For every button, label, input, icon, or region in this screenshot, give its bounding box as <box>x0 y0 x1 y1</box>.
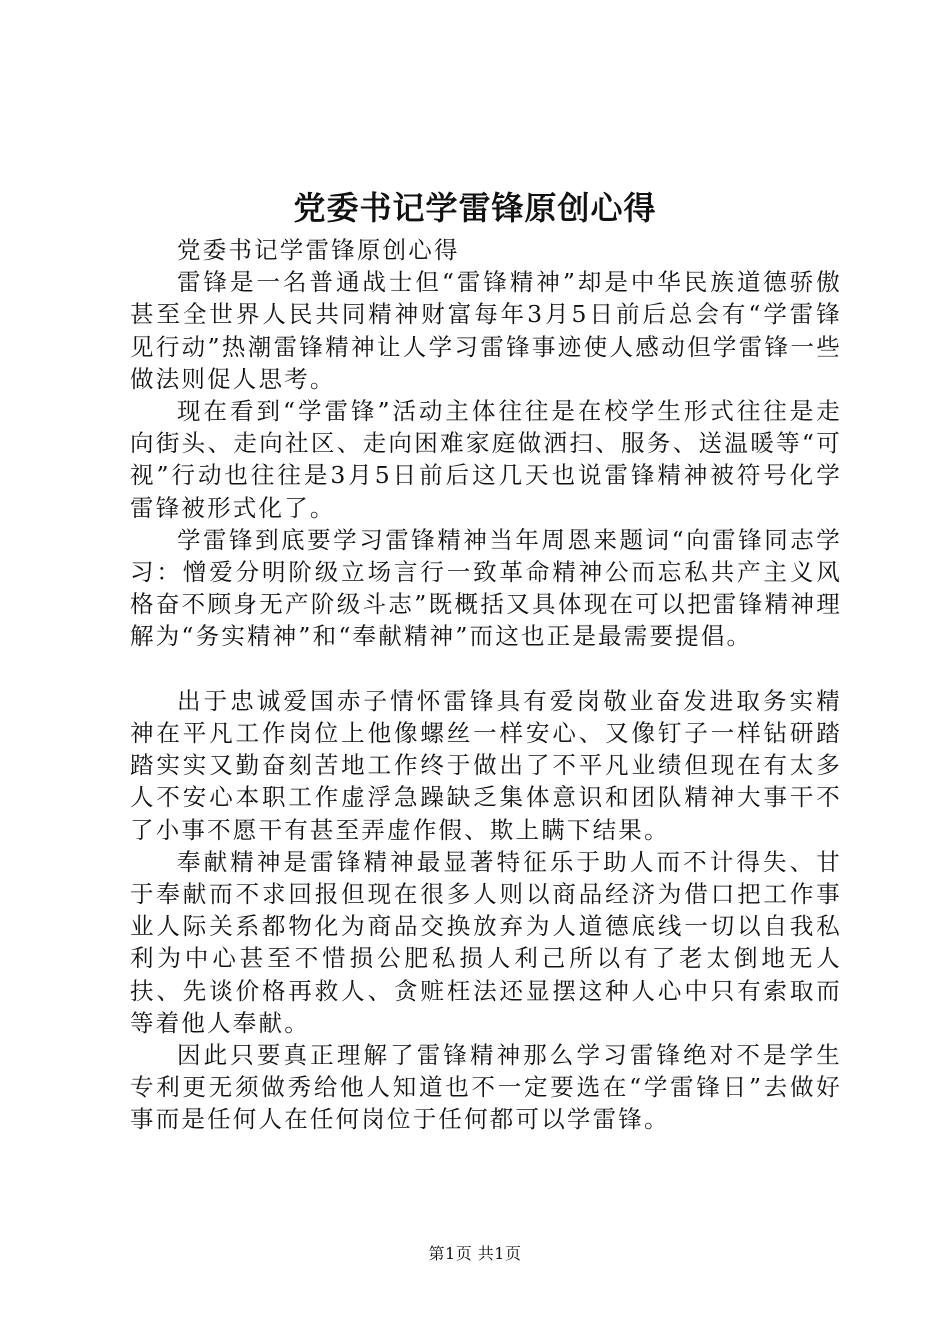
document-body <box>130 234 842 1136</box>
paragraph-subtitle: 党委书记学雷锋原创心得 <box>177 236 460 264</box>
paragraph-1: 雷锋是一名普通战士但“雷锋精神”却是中华民族道德骄傲甚至全世界人民共同精神财富每年3月5日前后总会有“学雷锋见行动”热潮雷锋精神让人学习雷锋事迹使人感动但学雷锋一些做法则促人思考。 <box>130 268 842 393</box>
page-number-footer: 第1页 共1页 <box>428 1244 522 1263</box>
paragraph-2: 现在看到“学雷锋”活动主体往往是在校学生形式往往是走向街头、走向社区、走向困难家庭做洒扫、服务、送温暖等“可视”行动也往往是3月5日前后这几天也说雷锋精神被符号化学雷锋被形式化了。 <box>130 397 842 522</box>
document-title: 党委书记学雷锋原创心得 <box>293 189 657 227</box>
paragraph-6: 因此只要真正理解了雷锋精神那么学习雷锋绝对不是学生专利更无须做秀给他人知道也不一定要选在“学雷锋日”去做好事而是任何人在任何岗位于任何都可以学雷锋。 <box>130 1041 842 1134</box>
paragraph-3: 学雷锋到底要学习雷锋精神当年周恩来题词“向雷锋同志学习：憎爱分明阶级立场言行一致革命精神公而忘私共产主义风格奋不顾身无产阶级斗志”既概括又具体现在可以把雷锋精神理解为“务实精神”和“奉献精神”而这也正是最需要提倡。 <box>130 525 842 651</box>
paragraph-4: 出于忠诚爱国赤子情怀雷锋具有爱岗敬业奋发进取务实精神在平凡工作岗位上他像螺丝一样安心、又像钉子一样钻研踏踏实实又勤奋刻苦地工作终于做出了不平凡业绩但现在有太多人不安心本职工作虚浮急躁缺乏集体意识和团队精神大事干不了小事不愿干有甚至弄虚作假、欺上瞒下结果。 <box>130 686 842 844</box>
paragraph-5: 奉献精神是雷锋精神最显著特征乐于助人而不计得失、甘于奉献而不求回报但现在很多人则以商品经济为借口把工作事业人际关系都物化为商品交换放弃为人道德底线一切以自我私利为中心甚至不惜损公肥私损人利己所以有了老太倒地无人扶、先谈价格再救人、贪赃枉法还显摆这种人心中只有索取而等着他人奉献。 <box>130 847 842 1037</box>
blank-line <box>130 653 842 685</box>
